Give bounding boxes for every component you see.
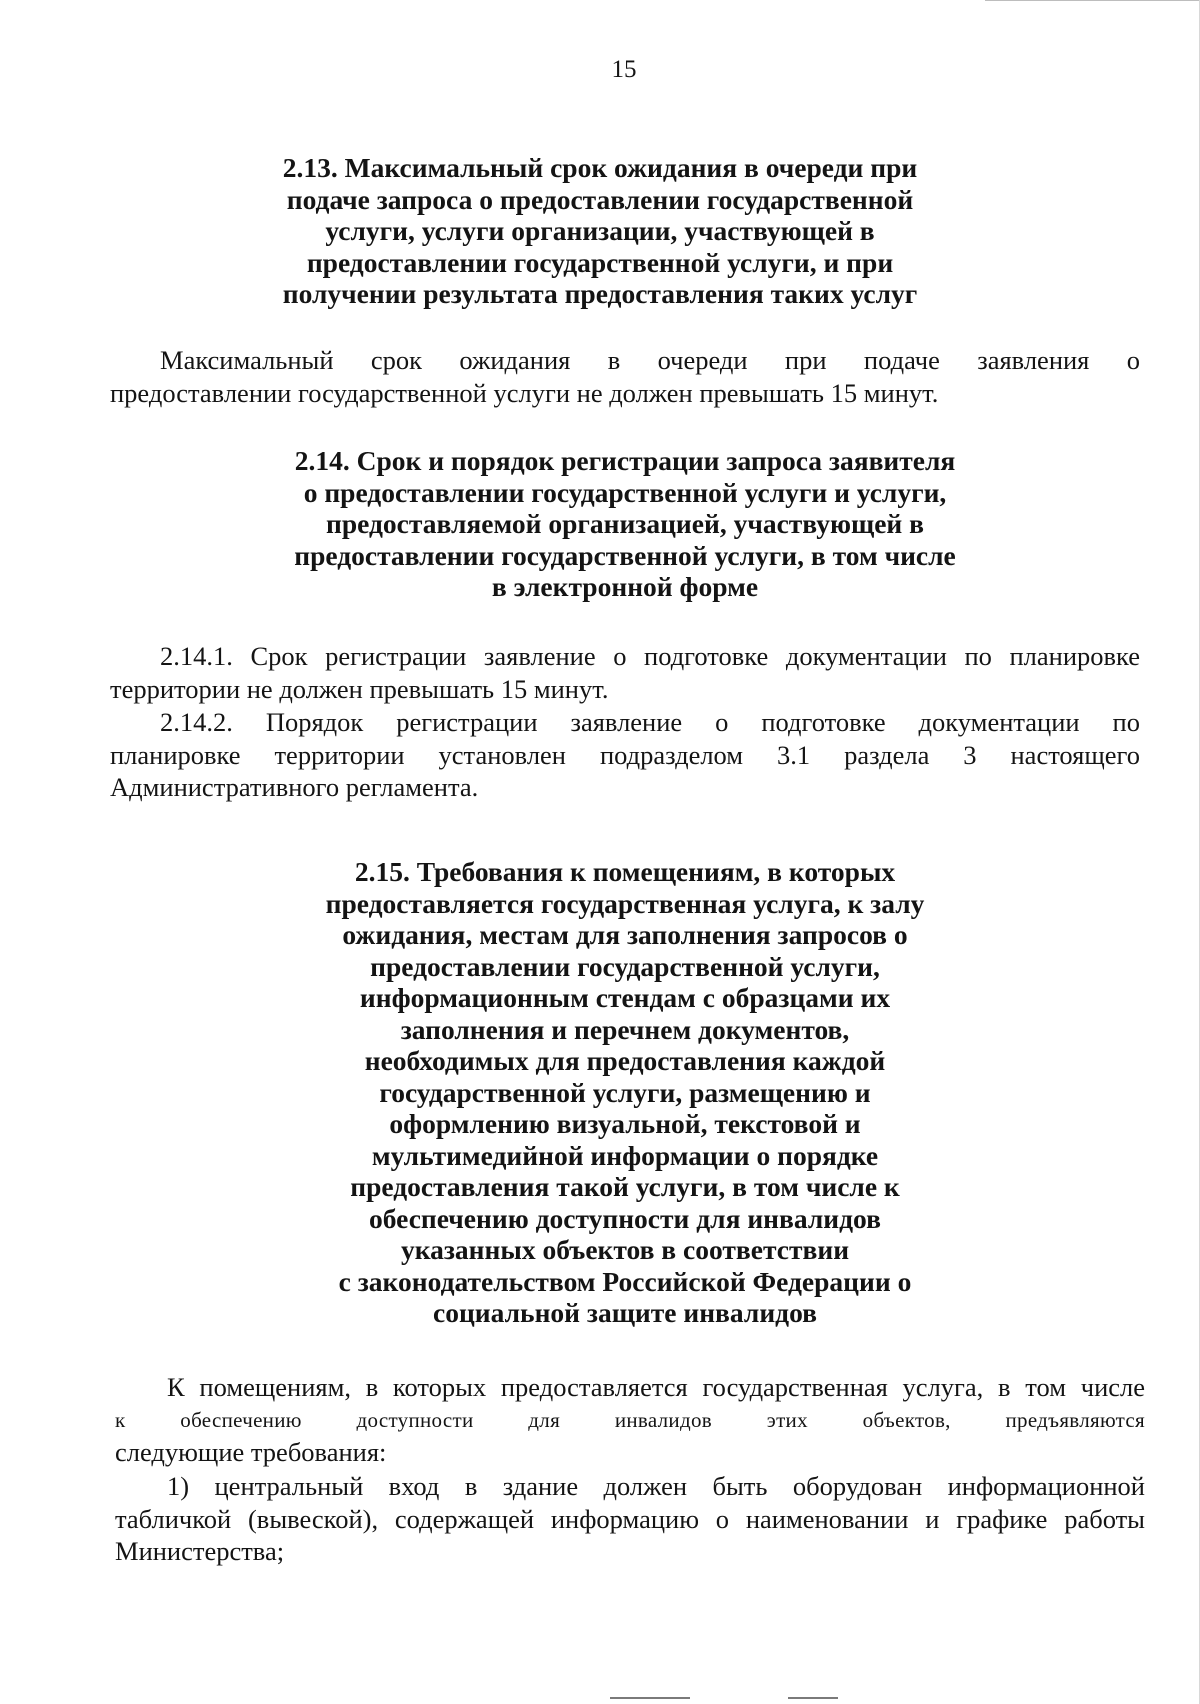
heading-line: предоставляемой организацией, участвующей в [326,508,924,539]
heading-line: услуги, услуги организации, участвующей в [325,215,875,246]
paragraph-line: предоставлении государственной услуги не должен превышать 15 минут. [110,377,939,408]
heading-line: предоставлении государственной услуги, и при [306,246,894,278]
scan-mark-bottom [788,1697,838,1699]
heading-line: социальной защите инвалидов [432,1297,817,1328]
paragraph-line: следующие требования: [115,1437,387,1467]
section-2-14-1-paragraph [110,640,1140,705]
heading-line: подаче запроса о предоставлении государственной [286,183,914,215]
heading-line: обеспечению доступности для инвалидов [369,1202,881,1234]
heading-line: оформлению визуальной, текстовой и [389,1108,861,1139]
scan-mark-bottom [610,1697,690,1699]
paragraph-line: территории не должен превышать 15 минут. [110,673,609,704]
heading-line: предоставляется государственная услуга, к залу [325,887,925,919]
page-number: 15 [611,56,637,83]
heading-line: ожидания, местам для заполнения запросов о [342,919,908,950]
paragraph-line: 2.14.2. Порядок регистрации заявление о подготовке документации по [160,707,1140,737]
section-2-14-heading [230,445,1020,603]
heading-line: заполнения и перечнем документов, [400,1013,850,1045]
paragraph-line: К помещениям, в которых предоставляется государственная услуга, в том числе [167,1372,1145,1402]
paragraph-line: 2.14.1. Срок регистрации заявление о подготовке документации по планировке [160,641,1140,671]
heading-line: мультимедийной информации о порядке [371,1139,879,1171]
heading-line: государственной услуги, размещению и [379,1076,871,1108]
heading-line: предоставлении государственной услуги, [370,950,880,982]
heading-line: информационным стендам с образцами их [359,982,891,1013]
heading-line: с законодательством Российской Федерации о [338,1265,912,1297]
paragraph-line: табличкой (вывеской), содержащей информацию о наименовании и графике работы [115,1503,1145,1534]
heading-line: 2.14. Срок и порядок регистрации запроса заявителя [294,445,956,476]
section-2-15-intro-paragraph [115,1371,1145,1469]
section-2-15-heading [245,856,1005,1329]
scan-edge-top [985,0,1200,1]
paragraph-line: Максимальный срок ожидания в очереди при подаче заявления о [160,345,1140,375]
heading-line: в электронной форме [491,571,759,602]
paragraph-line: к обеспечению доступности для инвалидов этих объектов, предъявляются [115,1407,1145,1432]
section-2-13-heading [240,152,960,310]
heading-line: 2.15. Требования к помещениям, в которых [354,856,896,887]
heading-line: указанных объектов в соответствии [400,1234,850,1265]
paragraph-line: Министерства; [115,1536,285,1566]
heading-line: необходимых для предоставления каждой [364,1045,886,1076]
paragraph-line: Административного регламента. [110,772,479,802]
section-2-15-item-1-paragraph [115,1470,1145,1568]
paragraph-line: планировке территории установлен подразделом 3.1 раздела 3 настоящего [110,739,1140,770]
heading-line: предоставления такой услуги, в том числе к [350,1171,900,1202]
heading-line: 2.13. Максимальный срок ожидания в очереди при [282,152,918,183]
heading-line: предоставлении государственной услуги, в том числе [294,539,956,571]
heading-line: получении результата предоставления таких услуг [282,278,918,309]
paragraph-line: 1) центральный вход в здание должен быть оборудован информационной [167,1471,1145,1501]
heading-line: о предоставлении государственной услуги и услуги, [303,476,947,508]
section-2-14-2-paragraph [110,706,1140,804]
section-2-13-paragraph [110,344,1140,409]
